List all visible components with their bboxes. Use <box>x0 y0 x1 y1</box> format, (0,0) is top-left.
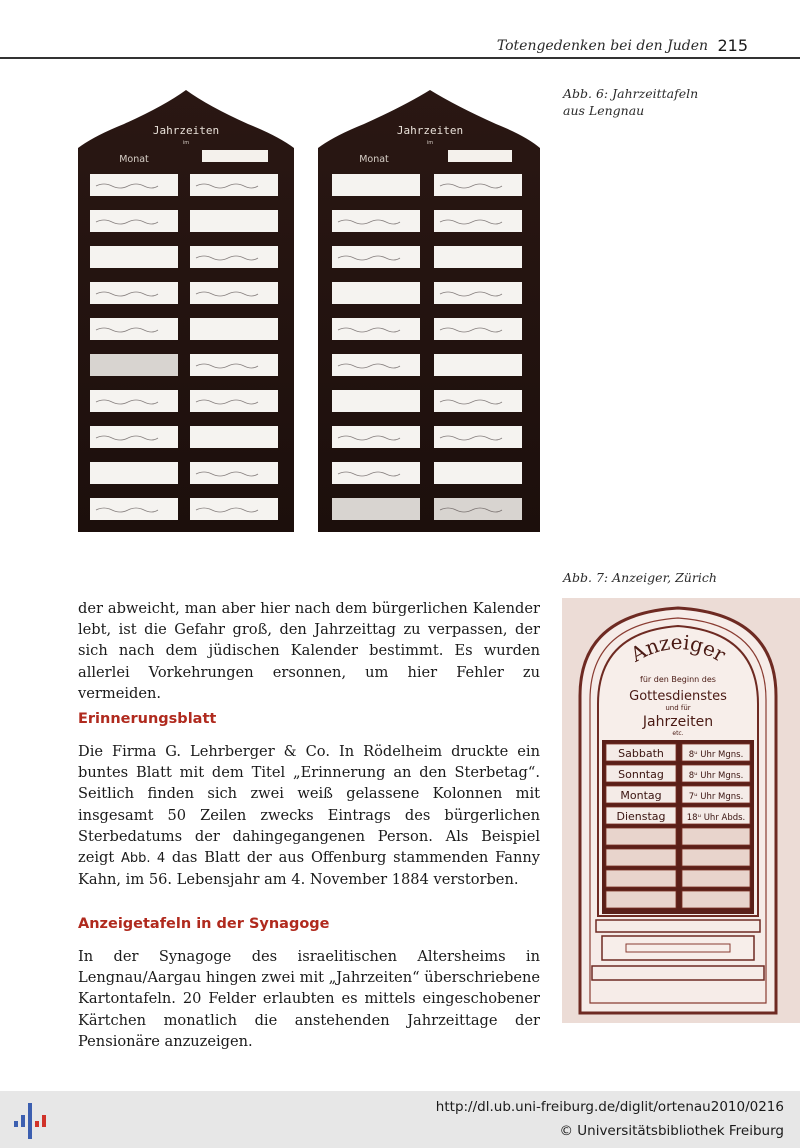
anzeiger-slot <box>606 891 676 908</box>
board-card-slot <box>332 246 420 268</box>
figure-reference[interactable]: Abb. 4 <box>121 851 166 867</box>
board-card-slot <box>434 174 522 196</box>
board-card-slot <box>90 498 178 520</box>
anzeiger-slot <box>682 849 750 866</box>
board-card-slot <box>190 498 278 520</box>
anzeiger-day-label: Sonntag <box>618 768 664 781</box>
board-card-slot <box>434 246 522 268</box>
figure7-caption: Abb. 7: Anzeiger, Zürich <box>563 570 717 585</box>
svg-text:und für: und für <box>665 704 691 712</box>
footer-bar <box>0 1091 800 1148</box>
paragraph-2: Die Firma G. Lehrberger & Co. In Rödelheim druckte ein buntes Blatt mit dem Titel „Erinnerung an den Sterbetag“. Seitlich finden sich zwei weiß gelassene Kolonnen mit insgesamt 50 Zeilen zwecks Eintrags des bürgerlichen Sterbedatums der dahingegangenen Person. Als Beispiel zeigt Abb. 4 das Blatt der aus Offenburg stammenden Fanny Kahn, im 56. Lebensjahr am 4. November 1884 verstorben. <box>78 743 540 889</box>
anzeiger-slot <box>682 891 750 908</box>
anzeiger-time-label: 8ᵘ Uhr Mgns. <box>688 750 744 760</box>
board-card-slot <box>434 498 522 520</box>
board-card-slot <box>190 246 278 268</box>
anzeiger-day-label: Dienstag <box>616 810 666 823</box>
footer-url-link[interactable]: http://dl.ub.uni-freiburg.de/diglit/ortenau2010/0216 <box>435 1099 784 1115</box>
anzeiger-day-label: Sabbath <box>618 747 664 760</box>
board-card-slot <box>90 426 178 448</box>
paragraph-3: In der Synagoge des israelitischen Altersheims in Lengnau/Aargau hingen zwei mit „Jahrzeiten“ überschriebene Kartontafeln. 20 Felder erlaubten es mittels eingeschobener Kärtchen monatlich die anstehenden Jahrzeittage der Pensionäre anzuzeigen. <box>78 948 540 1050</box>
board-card-slot <box>332 390 420 412</box>
board-card-slot <box>332 318 420 340</box>
figure-anzeiger-photo <box>562 598 800 1023</box>
page-number: 215 <box>717 36 748 55</box>
board-card-slot <box>190 390 278 412</box>
board-card-slot <box>190 318 278 340</box>
anzeiger-slot <box>606 870 676 887</box>
board-card-slot <box>434 210 522 232</box>
board-card-slot <box>332 426 420 448</box>
paragraph-1: der abweicht, man aber hier nach dem bürgerlichen Kalender lebt, ist die Gefahr groß, den Jahrzeittag zu verpassen, der sich nach dem jüdischen Kalender bestimmt. Es wurden allerlei Vorkehrungen ersonnen, um hier Fehler zu vermeiden. <box>78 600 540 702</box>
board-card-slot <box>434 318 522 340</box>
board-card-slot <box>190 354 278 376</box>
figure-jahrzeittafeln-photo <box>78 86 540 534</box>
svg-text:Gottesdienstes: Gottesdienstes <box>629 689 727 704</box>
anzeiger-time-label: 7ᵘ Uhr Mgns. <box>688 792 744 802</box>
anzeiger-slot <box>606 828 676 845</box>
svg-text:Jahrzeiten: Jahrzeiten <box>642 714 714 730</box>
board-card-slot <box>434 282 522 304</box>
right-month-label: Monat <box>359 154 389 165</box>
heading-anzeigetafeln: Anzeigetafeln in der Synagoge <box>78 916 330 932</box>
board-card-slot <box>90 354 178 376</box>
page-header <box>0 0 800 60</box>
svg-text:etc.: etc. <box>672 730 684 737</box>
svg-text:für den Beginn des: für den Beginn des <box>640 675 716 684</box>
board-card-slot <box>434 426 522 448</box>
figure6-caption: Abb. 6: Jahrzeittafeln aus Lengnau <box>563 86 699 118</box>
board-card-slot <box>90 282 178 304</box>
board-card-slot <box>332 282 420 304</box>
board-card-slot <box>434 462 522 484</box>
board-card-slot <box>332 462 420 484</box>
svg-text:im: im <box>182 140 190 146</box>
anzeiger-time-label: 8ᵘ Uhr Mgns. <box>688 771 744 781</box>
running-head: Totengedenken bei den Juden <box>496 38 708 54</box>
anzeiger-slot <box>606 849 676 866</box>
board-card-slot <box>190 282 278 304</box>
board-card-slot <box>332 210 420 232</box>
board-card-slot <box>332 498 420 520</box>
anzeiger-slot <box>682 870 750 887</box>
left-month-label: Monat <box>119 154 149 165</box>
anzeiger-sign-title: Anzeiger <box>626 629 730 667</box>
board-card-slot <box>90 462 178 484</box>
left-board-title: Jahrzeiten <box>152 124 220 137</box>
board-card-slot <box>90 246 178 268</box>
ub-freiburg-logo-icon <box>10 1099 52 1141</box>
svg-text:im: im <box>426 140 434 146</box>
board-card-slot <box>190 462 278 484</box>
heading-erinnerungsblatt: Erinnerungsblatt <box>78 711 217 727</box>
footer-copyright: © Universitätsbibliothek Freiburg <box>559 1123 784 1139</box>
board-card-slot <box>434 354 522 376</box>
board-card-slot <box>332 174 420 196</box>
right-board-title: Jahrzeiten <box>396 124 464 137</box>
board-card-slot <box>332 354 420 376</box>
anzeiger-time-label: 18ᵘ Uhr Abds. <box>686 813 746 823</box>
anzeiger-slot <box>682 828 750 845</box>
header-rule <box>0 57 800 59</box>
board-card-slot <box>90 318 178 340</box>
board-card-slot <box>190 426 278 448</box>
board-card-slot <box>190 210 278 232</box>
anzeiger-day-label: Montag <box>620 789 662 802</box>
board-card-slot <box>90 210 178 232</box>
board-card-slot <box>434 390 522 412</box>
board-card-slot <box>190 174 278 196</box>
board-card-slot <box>90 174 178 196</box>
board-card-slot <box>90 390 178 412</box>
